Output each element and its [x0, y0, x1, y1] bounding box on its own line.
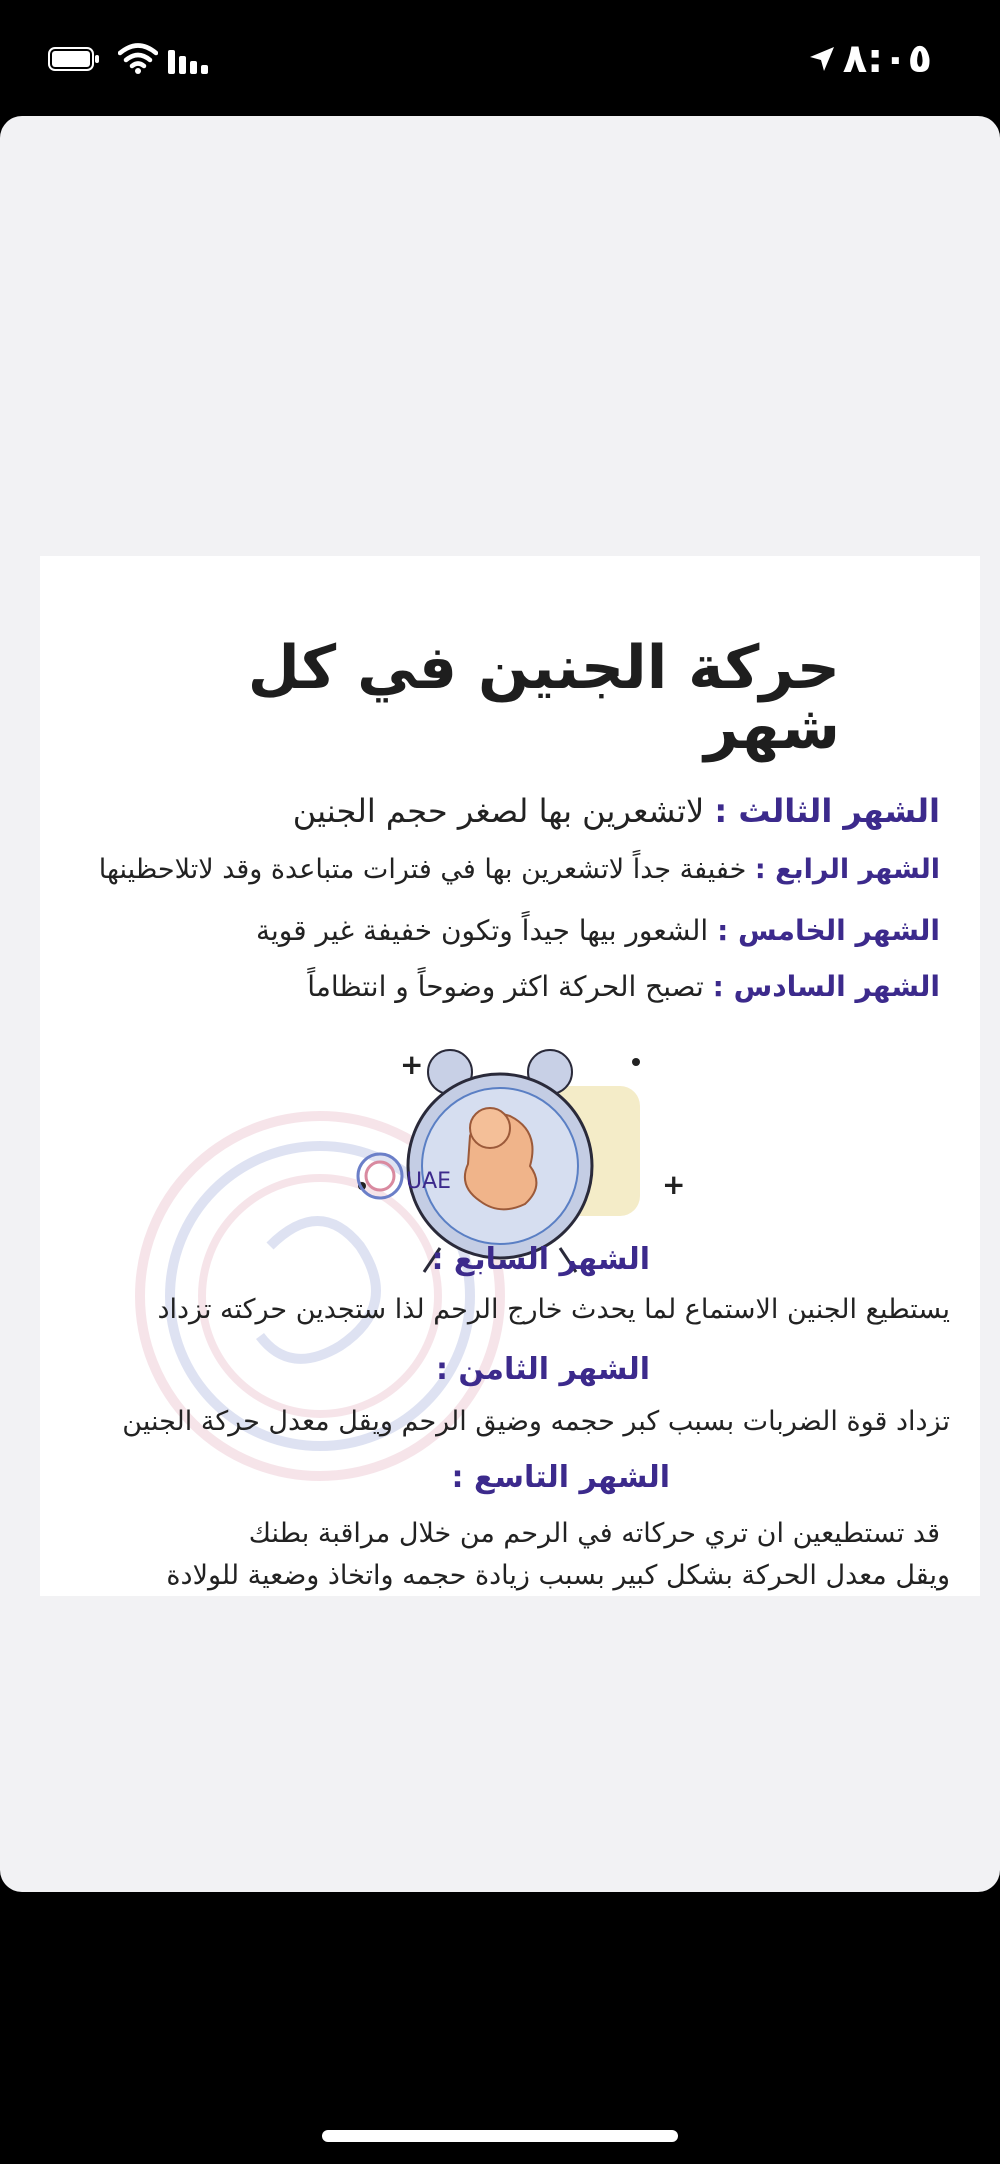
month-3-line — [293, 792, 940, 830]
month-5-desc: الشعور بيها جيداً وتكون خفيفة غير قوية — [255, 914, 709, 947]
logo-text: UAE — [406, 1169, 452, 1194]
month-6-label: الشهر السادس : — [712, 970, 940, 1003]
month-4-line — [99, 854, 940, 886]
month-9-desc-line-2: ويقل معدل الحركة بشكل كبير بسبب زيادة حجمه واتخاذ وضعية للولادة — [166, 1560, 950, 1591]
month-9-desc-line-1: قد تستطيعين ان تري حركاته في الرحم من خلال مراقبة بطنك — [248, 1518, 940, 1549]
battery-icon — [48, 46, 100, 72]
status-time-text: ٨:٠٥ — [842, 36, 932, 82]
image-card[interactable] — [0, 116, 1000, 1892]
month-6-line — [307, 970, 940, 1004]
status-bar — [0, 0, 1000, 116]
location-arrow-icon — [807, 44, 837, 74]
month-4-label: الشهر الرابع : — [754, 854, 940, 885]
month-3-desc: لاتشعرين بها لصغر حجم الجنين — [292, 792, 705, 830]
month-3-label: الشهر الثالث : — [714, 792, 940, 830]
home-indicator[interactable] — [322, 2130, 678, 2142]
plus-sparkle-icon: + — [400, 1048, 424, 1081]
month-4-desc: خفيفة جداً لاتشعرين بها في فترات متباعدة وقد لاتلاحظينها — [98, 854, 747, 885]
month-6-desc: تصبح الحركة اكثر وضوحاً و انتظاماً — [307, 970, 704, 1003]
month-5-label: الشهر الخامس : — [717, 914, 940, 947]
month-8-label: الشهر الثامن : — [435, 1352, 650, 1387]
signal-icon — [168, 48, 212, 74]
month-7-label: الشهر السابع : — [431, 1242, 650, 1277]
poster — [40, 556, 980, 1596]
month-7-desc: يستطيع الجنين الاستماع لما يحدث خارج الرحم لذا ستجدين حركته تزداد — [157, 1294, 950, 1325]
plus-sparkle-icon: + — [662, 1168, 686, 1201]
status-time — [807, 36, 932, 82]
month-8-desc: تزداد قوة الضربات بسبب كبر حجمه وضيق الرحم ويقل معدل حركة الجنين — [122, 1406, 950, 1437]
month-9-label: الشهر التاسع : — [451, 1460, 670, 1495]
alarm-clock-fetus-icon — [340, 1036, 660, 1276]
poster-title: حركة الجنين في كل شهر — [247, 633, 840, 763]
month-5-line — [256, 914, 940, 948]
wifi-icon — [118, 42, 158, 74]
